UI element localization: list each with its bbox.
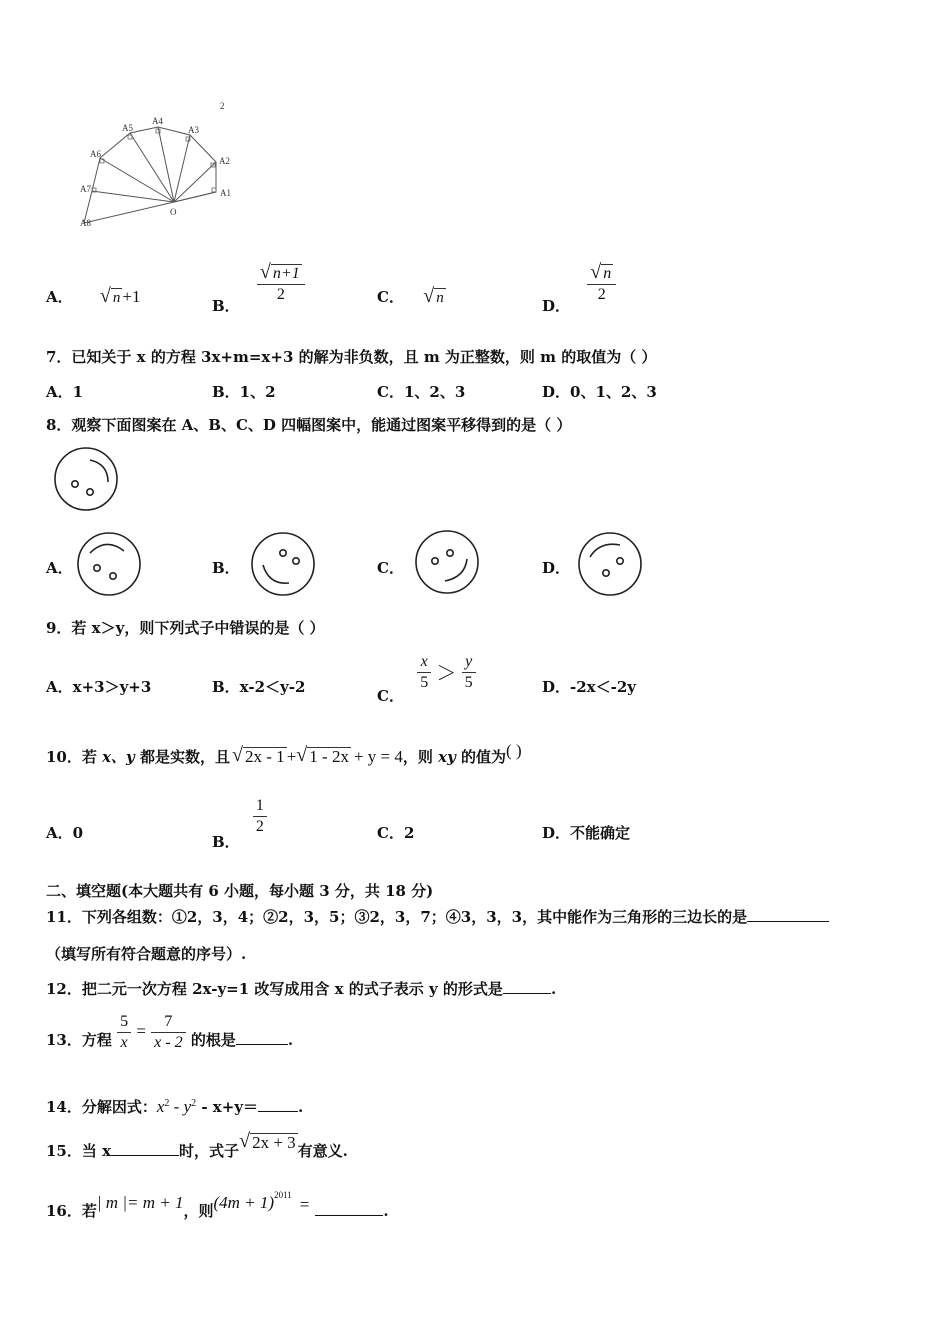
q16	[46, 1190, 389, 1221]
q10-vars: x、y	[102, 748, 135, 766]
q6-b-letter: B．	[212, 296, 240, 315]
q8-option-b-pattern	[249, 531, 319, 597]
q14-end: .	[298, 1098, 304, 1116]
q13-prefix: 13．方程	[46, 1030, 112, 1049]
q10-b-den: 2	[255, 818, 264, 835]
q16-mid: ，则	[183, 1202, 214, 1220]
q14-tail: - x+y＝	[196, 1098, 259, 1116]
q8-option-a-label: A．	[46, 559, 73, 577]
q15-rad: √ 2x + 3	[239, 1130, 296, 1152]
q10-option-c: C．2	[377, 824, 415, 842]
q6-option-b	[212, 261, 305, 315]
q10-tail-eq: + y = 4	[353, 747, 403, 766]
q9-c-num-x: x	[417, 652, 431, 673]
q10-prefix: 10．若	[46, 748, 103, 766]
q7-option-b: B．1、2	[212, 383, 276, 401]
q11-answer-blank[interactable]	[747, 907, 829, 922]
q6-a-tail: +1	[122, 287, 141, 306]
q10-rad2-text: 1 - 2x	[309, 747, 349, 766]
q14-sup1: 2	[164, 1098, 170, 1109]
q10-b-frac	[253, 796, 267, 837]
q10-b-num: 1	[253, 796, 267, 817]
spiral-triangles-figure	[70, 95, 240, 235]
point-o: O	[170, 207, 177, 217]
q12	[46, 978, 556, 999]
q13-eq: =	[136, 1021, 146, 1041]
q6-option-c	[377, 286, 446, 307]
q6-c-sqrt: √ n	[423, 285, 444, 307]
q9-option-b: B．x-2＜y-2	[212, 678, 306, 696]
q7-option-d: D．0、1、2、3	[542, 383, 657, 401]
q15-rad-text: 2x + 3	[252, 1133, 296, 1152]
q9-option-a: A．x+3＞y+3	[46, 678, 152, 696]
q6-option-a	[46, 286, 140, 307]
section-heading-fill-blank: 二、填空题(本大题共有 6 小题，每小题 3 分，共 18 分)	[46, 882, 434, 900]
q16-power-exp: 2011	[274, 1190, 292, 1200]
q13-end: .	[287, 1030, 294, 1049]
q15-answer-blank[interactable]	[111, 1141, 179, 1156]
q16-power-base: (4m + 1)	[213, 1193, 275, 1212]
point-a8: A8	[80, 218, 91, 228]
q9-c-gt: ＞	[436, 662, 457, 685]
q6-a-letter: A．	[46, 288, 73, 306]
q8-option-b-label: B．	[212, 559, 240, 577]
q10-paren: ( )	[506, 741, 522, 760]
q8-option-d-pattern	[576, 531, 646, 597]
q16-answer-blank[interactable]	[315, 1201, 383, 1216]
q9-c-frac-y	[462, 652, 476, 693]
q6-b-den: 2	[276, 286, 285, 303]
point-a1: A1	[220, 188, 231, 198]
q13-n2: 7	[151, 1012, 185, 1033]
q8-stem: 8．观察下面图案在 A、B、C、D 四幅图案中，能通过图案平移得到的是（ ）	[46, 416, 572, 434]
q10-mid: 都是实数，且	[134, 748, 231, 766]
q10-plus: +	[286, 747, 297, 766]
q8-option-c-pattern	[413, 529, 483, 595]
q10-suffix2: 的值为	[455, 748, 507, 766]
q11-line1	[46, 906, 829, 927]
q15-prefix: 15．当 x	[46, 1142, 112, 1160]
q6-b-num: n+1	[272, 265, 300, 282]
q10-stem	[46, 741, 522, 767]
q13-suffix: 的根是	[190, 1030, 236, 1049]
q8-option-d-label: D．	[542, 559, 571, 577]
q10-b-letter: B．	[212, 832, 240, 851]
q10-rad2: √ 1 - 2x	[296, 744, 349, 766]
q11-line2: （填写所有符合题意的序号）.	[46, 945, 247, 963]
point-a6: A6	[90, 149, 101, 159]
point-a3: A3	[188, 125, 199, 135]
point-a2: A2	[219, 156, 230, 166]
q13-n1: 5	[117, 1012, 131, 1033]
q14-x: x	[156, 1097, 165, 1116]
q6-option-d	[542, 261, 616, 315]
q8-option-c-label: C．	[377, 559, 404, 577]
q7-option-c: C．1、2、3	[377, 383, 466, 401]
q8-option-a-pattern	[76, 531, 146, 597]
q6-d-var: n	[603, 265, 612, 282]
q10-rad1: √ 2x - 1	[232, 744, 285, 766]
q14	[46, 1096, 303, 1117]
q10-xy: xy	[438, 748, 456, 766]
q12-answer-blank[interactable]	[503, 979, 551, 994]
q15-mid: 时，式子	[179, 1142, 240, 1160]
q9-c-num-y: y	[462, 652, 476, 673]
q9-c-den-x: 5	[420, 674, 429, 691]
point-a7: A7	[80, 184, 91, 194]
q7-option-a: A．1	[46, 383, 84, 401]
q14-sup2: 2	[191, 1098, 197, 1109]
q16-eq: =	[299, 1195, 310, 1214]
q16-prefix: 16．若	[46, 1202, 97, 1220]
q9-c-letter: C．	[377, 686, 404, 705]
q6-a-sqrt: √ n	[99, 285, 121, 307]
q14-prefix: 14．分解因式：	[46, 1098, 157, 1116]
q15-suffix: 有意义.	[297, 1142, 348, 1160]
q11-text: 11．下列各组数：①2，3，4；②2，3，5；③2，3，7；④3，3，3，其中能作为三角形的三边长的是	[46, 908, 748, 926]
q9-c-frac-x	[417, 652, 431, 693]
q14-answer-blank[interactable]	[258, 1097, 298, 1112]
q12-end: .	[550, 980, 557, 998]
q16-abs-expr: | m |= m + 1	[96, 1193, 184, 1212]
q10-suffix1: ，则	[402, 748, 439, 766]
q9-option-c	[377, 652, 476, 705]
q6-a-var: n	[112, 290, 121, 306]
q9-stem: 9．若 x＞y，则下列式子中错误的是（ ）	[46, 619, 325, 637]
q13-answer-blank[interactable]	[236, 1030, 288, 1045]
q13-d1: x	[120, 1034, 128, 1051]
q6-d-letter: D．	[542, 296, 571, 315]
q6-c-var: n	[436, 290, 444, 306]
q6-d-den: 2	[597, 286, 606, 303]
point-a4: A4	[152, 116, 163, 126]
q9-option-d: D．-2x＜-2y	[542, 678, 636, 696]
q7-stem: 7．已知关于 x 的方程 3x+m=x+3 的解为非负数，且 m 为正整数，则 m 的取值为（ ）	[46, 348, 657, 366]
q16-end: .	[383, 1202, 389, 1220]
q15	[46, 1130, 348, 1161]
point-a5: A5	[122, 123, 133, 133]
q9-c-den-y: 5	[464, 674, 473, 691]
q10-rad1-text: 2x - 1	[245, 747, 285, 766]
q6-d-frac: √ n 2	[587, 264, 616, 305]
q12-text: 12．把二元一次方程 2x-y=1 改写成用含 x 的式子表示 y 的形式是	[46, 980, 503, 998]
q13	[46, 1012, 293, 1053]
q13-d2: x - 2	[154, 1034, 183, 1051]
q14-mid: - y	[169, 1097, 192, 1116]
q10-option-b	[212, 796, 267, 851]
q13-frac-left	[117, 1012, 131, 1053]
q13-frac-right	[151, 1012, 185, 1053]
q6-c-letter: C．	[377, 288, 404, 306]
fig-top-label: 2	[220, 101, 225, 111]
q10-option-d: D．不能确定	[542, 824, 631, 842]
q10-option-a: A．0	[46, 824, 84, 842]
q6-b-frac: √ n+1 2	[257, 264, 305, 305]
q8-original-pattern	[52, 446, 122, 512]
